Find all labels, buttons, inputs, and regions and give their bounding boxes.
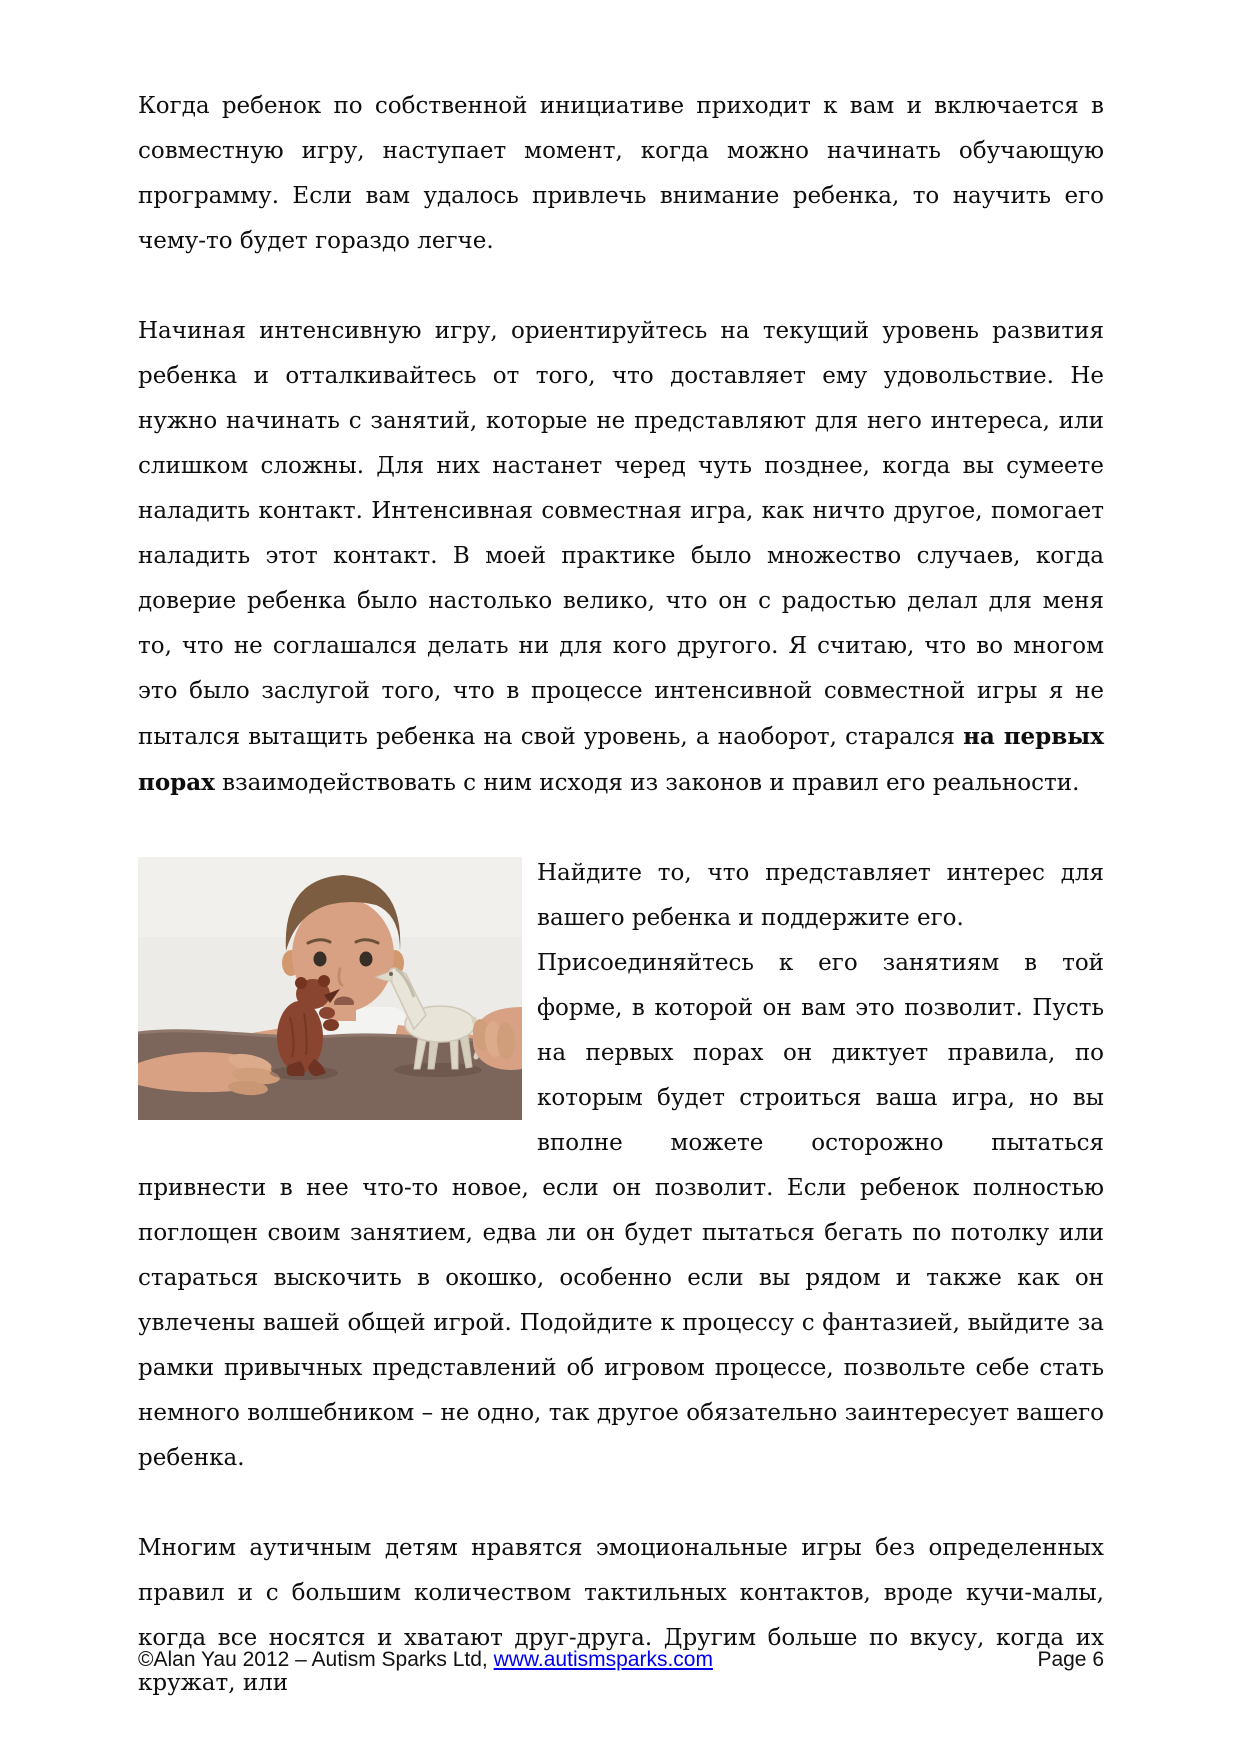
paragraph-emotional-games: Многим аутичным детям нравятся эмоциональные игры без определенных правил и с большим количеством тактильных контактов, вроде кучи-малы, когда все носятся и хватают друг-друга. Другим больше по вкусу, когда их кружат, или — [138, 1535, 1104, 1696]
footer-copyright — [138, 1648, 713, 1672]
paragraph-find-interest: Найдите то, что представляет интерес для вашего ребенка и поддержите его. — [537, 860, 1104, 931]
paragraph-intro: Когда ребенок по собственной инициативе приходит к вам и включается в совместную игру, наступает момент, когда можно начинать обучающую программу. Если вам удалось привлечь внимание ребенка, то научить его чему-то будет гораздо легче. — [138, 93, 1104, 254]
page-footer — [138, 1648, 1104, 1672]
photo-text-section — [138, 851, 1104, 1526]
page-number: Page 6 — [1037, 1648, 1104, 1671]
photo-boy-with-toy-animals — [138, 857, 522, 1120]
paragraph-text: Начиная интенсивную игру, ориентируйтесь на текущий уровень развития ребенка и отталкивайтесь от того, что доставляет ему удовольствие. Не нужно начинать с занятий, которые не представляют для него интереса, или слишком сложны. Для них настанет черед чуть позднее, когда вы сумеете наладить контакт. Интенсивная совместная игра, как ничто другое, помогает наладить этот контакт. В моей практике было множество случаев, когда доверие ребенка было настолько велико, что он с радостью делал для меня то, что не соглашался делать ни для кого другого. Я считаю, что во многом это было заслугой того, что в процессе интенсивной совместной игры я не пытался вытащить ребенка на свой уровень, а наоборот, старался — [138, 318, 1104, 750]
bold-phrase: на первых порах — [138, 723, 1105, 796]
footer-website-link[interactable]: www.autismsparks.com — [493, 1648, 713, 1671]
paragraph-intensive-play — [138, 309, 1104, 806]
paragraph-join-play: Присоединяйтесь к его занятиям в той форме, в которой он вам это позволит. Пусть на первых порах он диктует правила, по которым будет строиться ваша игра, но вы вполне можете осторожно пытаться привнести в нее что-то новое, если он позволит. Если ребенок полностью поглощен своим занятием, едва ли он будет пытаться бегать по потолку или стараться выскочить в окошко, особенно если вы рядом и также как он увлечены вашей общей игрой. Подойдите к процессу с фантазией, выйдите за рамки привычных представлений об игровом процессе, позвольте себе стать немного волшебником – не одно, так другое обязательно заинтересует вашего ребенка. — [138, 950, 1104, 1471]
copyright-text: ©Alan Yau 2012 – Autism Sparks Ltd, — [138, 1648, 494, 1671]
paragraph-text: взаимодействовать с ним исходя из законов и правил его реальности. — [214, 770, 1080, 796]
document-body — [138, 84, 1104, 1751]
